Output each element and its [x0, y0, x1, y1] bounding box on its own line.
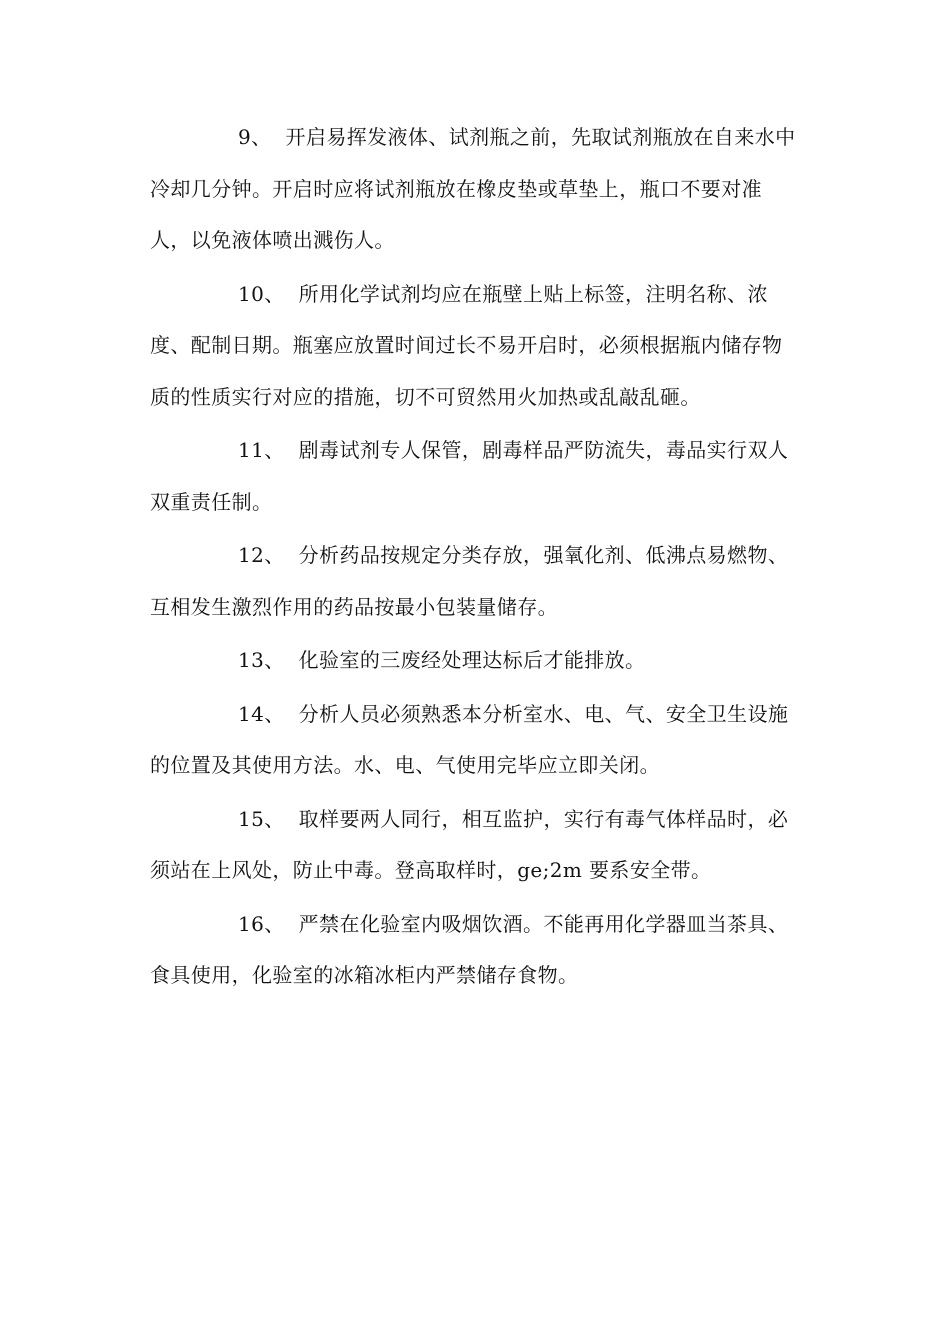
paragraph-text: 化验室的三废经处理达标后才能排放。 — [298, 648, 646, 672]
paragraph-text: 严禁在化验室内吸烟饮酒。不能再用化学器皿当茶具、食具使用，化验室的冰箱冰柜内严禁储存食物。 — [150, 911, 789, 987]
paragraph-text: 所用化学试剂均应在瓶壁上贴上标签，注明名称、浓度、配制日期。瓶塞应放置时间过长不易开启时，必须根据瓶内储存物质的性质实行对应的措施，切不可贸然用火加热或乱敲乱砸。 — [150, 281, 783, 409]
paragraph-12 — [150, 530, 802, 633]
paragraph-number: 12、 — [238, 543, 285, 567]
paragraph-13 — [150, 635, 802, 687]
paragraph-text: 取样要两人同行，相互监护，实行有毒气体样品时，必须站在上风处，防止中毒。登高取样时，ge;2m 要系安全带。 — [150, 806, 789, 882]
paragraph-9 — [150, 112, 802, 267]
paragraph-15 — [150, 794, 802, 897]
paragraph-text: 分析药品按规定分类存放，强氧化剂、低沸点易燃物、互相发生激烈作用的药品按最小包装量储存。 — [150, 543, 789, 619]
paragraph-14 — [150, 689, 802, 792]
paragraph-text: 开启易挥发液体、试剂瓶之前，先取试剂瓶放在自来水中冷却几分钟。开启时应将试剂瓶放在橡皮垫或草垫上，瓶口不要对准人，以免液体喷出溅伤人。 — [150, 125, 796, 252]
paragraph-number: 16、 — [238, 911, 285, 936]
paragraph-number: 13、 — [238, 648, 285, 672]
paragraph-number: 9、 — [238, 125, 272, 149]
paragraph-number: 11、 — [238, 438, 285, 462]
document-body — [150, 112, 802, 1004]
paragraph-number: 10、 — [238, 281, 285, 306]
paragraph-text: 剧毒试剂专人保管，剧毒样品严防流失，毒品实行双人双重责任制。 — [150, 438, 789, 514]
paragraph-16 — [150, 899, 802, 1002]
paragraph-text: 分析人员必须熟悉本分析室水、电、气、安全卫生设施的位置及其使用方法。水、电、气使用完毕应立即关闭。 — [150, 701, 789, 777]
paragraph-number: 15、 — [238, 806, 285, 831]
paragraph-10 — [150, 269, 802, 424]
paragraph-number: 14、 — [238, 701, 285, 726]
paragraph-11 — [150, 425, 802, 528]
